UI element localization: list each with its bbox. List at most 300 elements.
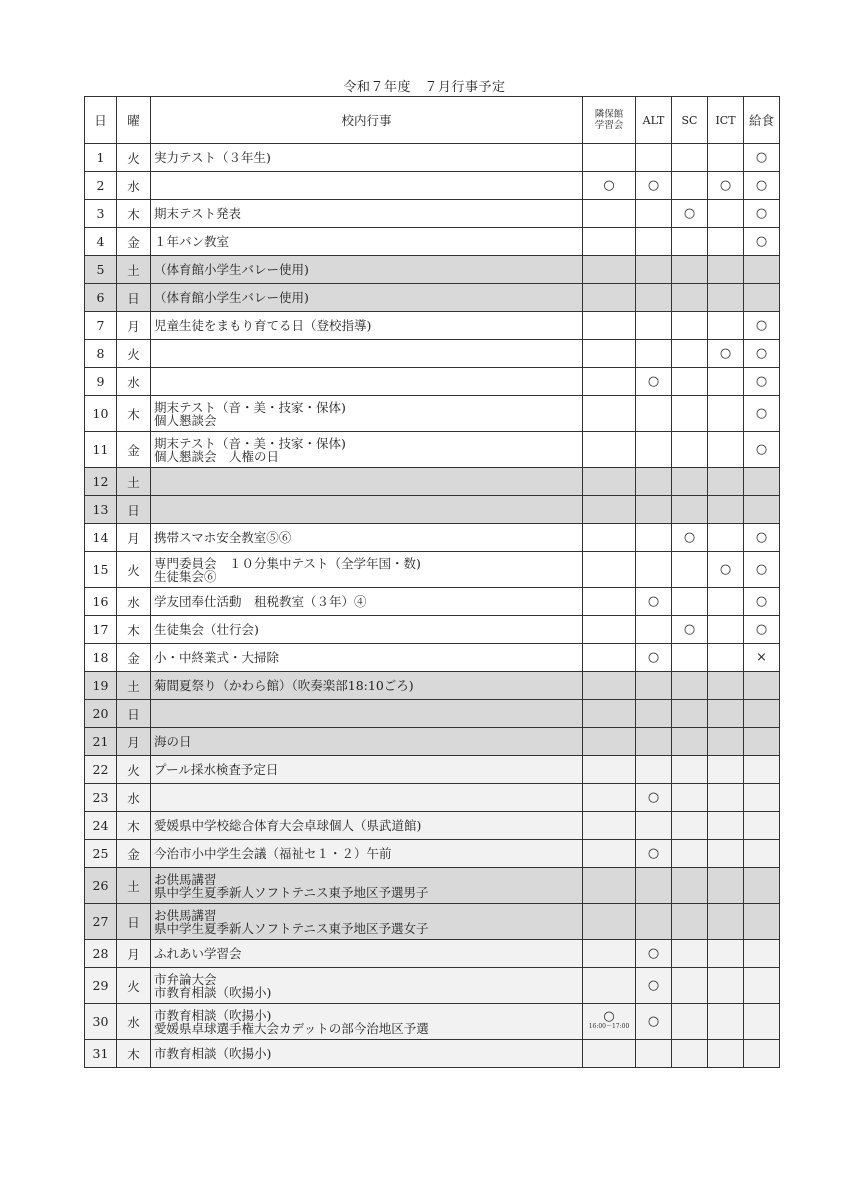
sc-cell [672,784,708,812]
alt-cell [636,200,672,228]
sc-cell [672,672,708,700]
study-cell [583,200,636,228]
weekday-cell: 土 [117,672,151,700]
alt-cell [636,144,672,172]
ict-cell [708,616,744,644]
day-cell: 4 [85,228,117,256]
day-cell: 6 [85,284,117,312]
lunch-cell: ○ [744,144,780,172]
events-cell [151,968,583,1004]
ict-cell [708,672,744,700]
events-cell [151,700,583,728]
event-line: 専門委員会 １０分集中テスト（全学年国・数) [154,555,421,571]
lunch-cell [744,672,780,700]
alt-cell: ○ [636,172,672,200]
alt-cell [636,256,672,284]
sc-cell [672,940,708,968]
table-row [85,616,780,644]
events-cell [151,812,583,840]
event-line: 個人懇談会 人権の日 [154,448,280,464]
study-cell [583,468,636,496]
events-cell [151,940,583,968]
events-cell [151,312,583,340]
event-line: 海の日 [154,734,192,749]
lunch-cell [744,868,780,904]
sc-cell [672,728,708,756]
table-row [85,496,780,524]
events-cell [151,368,583,396]
alt-cell: ○ [636,368,672,396]
sc-cell [672,588,708,616]
sc-cell [672,340,708,368]
lunch-none-slash [744,756,780,784]
sc-cell [672,1004,708,1040]
lunch-none-slash [744,840,780,868]
event-line: 県中学生夏季新人ソフトテニス東予地区予選男子 [154,884,429,900]
events-cell [151,396,583,432]
ict-cell [708,1040,744,1068]
ict-cell [708,644,744,672]
table-row [85,256,780,284]
events-cell [151,228,583,256]
event-line: 小・中終業式・大掃除 [154,650,280,665]
table-row [85,228,780,256]
event-line: 市教育相談（吹揚小) [154,1007,272,1023]
weekday-cell: 土 [117,468,151,496]
day-cell: 23 [85,784,117,812]
alt-cell [636,812,672,840]
alt-cell [636,552,672,588]
study-cell [583,616,636,644]
weekday-cell: 木 [117,812,151,840]
study-cell [583,368,636,396]
day-cell: 17 [85,616,117,644]
weekday-cell: 金 [117,644,151,672]
study-mark: ○ [603,1008,615,1024]
lunch-cell [744,728,780,756]
lunch-none-slash [744,784,780,812]
alt-cell [636,432,672,468]
event-line: 児童生徒をまもり育てる日（登校指導) [154,318,372,333]
event-line: 県中学生夏季新人ソフトテニス東予地区予選女子 [154,920,429,936]
day-cell: 19 [85,672,117,700]
lunch-cell [744,468,780,496]
weekday-cell: 火 [117,756,151,784]
events-cell [151,284,583,312]
alt-cell: ○ [636,968,672,1004]
event-line: 実力テスト（３年生) [154,150,271,165]
events-cell [151,200,583,228]
alt-cell [636,756,672,784]
event-line: 市教育相談（吹揚小) [154,984,272,1000]
weekday-cell: 金 [117,840,151,868]
table-row [85,784,780,812]
study-cell [583,312,636,340]
event-line: お供馬講習 [154,907,217,923]
weekday-cell: 火 [117,340,151,368]
events-cell [151,340,583,368]
alt-cell: ○ [636,840,672,868]
ict-cell [708,312,744,340]
alt-cell: ○ [636,644,672,672]
events-cell [151,1040,583,1068]
study-cell [583,496,636,524]
study-cell [583,700,636,728]
events-cell [151,588,583,616]
event-line: 今治市小中学生会議（福祉セ１・２）午前 [154,846,392,861]
lunch-none-slash [744,1040,780,1068]
study-cell [583,968,636,1004]
day-cell: 8 [85,340,117,368]
event-line: （体育館小学生バレー使用) [154,290,309,305]
study-cell [583,396,636,432]
lunch-cell: ○ [744,228,780,256]
sc-cell: ○ [672,524,708,552]
table-row [85,340,780,368]
event-line: 市弁論大会 [154,971,217,987]
table-row [85,1004,780,1040]
table-row [85,672,780,700]
day-cell: 7 [85,312,117,340]
study-cell [583,644,636,672]
sc-cell [672,468,708,496]
table-row [85,868,780,904]
events-cell [151,784,583,812]
study-cell [583,868,636,904]
day-cell: 29 [85,968,117,1004]
weekday-cell: 日 [117,700,151,728]
day-cell: 9 [85,368,117,396]
day-cell: 30 [85,1004,117,1040]
lunch-cell [744,496,780,524]
header-lunch: 給食 [744,97,780,144]
event-line: 期末テスト（音・美・技家・保体) [154,435,346,451]
alt-cell [636,672,672,700]
alt-cell [636,396,672,432]
events-cell [151,644,583,672]
day-cell: 11 [85,432,117,468]
sc-cell [672,172,708,200]
weekday-cell: 火 [117,968,151,1004]
header-alt: ALT [636,97,672,144]
study-cell [583,256,636,284]
sc-cell [672,284,708,312]
study-cell [583,672,636,700]
lunch-cell: ○ [744,172,780,200]
lunch-cell: ○ [744,312,780,340]
header-study: 隣保館 学習会 [583,97,636,144]
event-line: 愛媛県中学校総合体育大会卓球個人（県武道館) [154,818,422,833]
lunch-cell: ○ [744,368,780,396]
alt-cell [636,284,672,312]
sc-cell [672,496,708,524]
lunch-cell: ○ [744,588,780,616]
alt-cell: ○ [636,784,672,812]
alt-cell [636,700,672,728]
day-cell: 13 [85,496,117,524]
study-cell [583,840,636,868]
ict-cell [708,1004,744,1040]
lunch-cell [744,700,780,728]
table-row [85,756,780,784]
study-cell [583,1004,636,1040]
lunch-cell: ○ [744,340,780,368]
lunch-cell: ○ [744,524,780,552]
lunch-cell: ○ [744,200,780,228]
ict-cell [708,496,744,524]
events-cell [151,256,583,284]
events-cell [151,552,583,588]
study-cell [583,588,636,616]
sc-cell [672,432,708,468]
ict-cell [708,812,744,840]
study-cell [583,904,636,940]
event-line: 個人懇談会 [154,412,217,428]
weekday-cell: 金 [117,432,151,468]
event-line: 携帯スマホ安全教室⑤⑥ [154,530,292,545]
sc-cell [672,904,708,940]
table-row [85,284,780,312]
ict-cell [708,588,744,616]
table-row [85,940,780,968]
ict-cell [708,228,744,256]
event-line: 生徒集会（壮行会) [154,622,259,637]
ict-cell [708,940,744,968]
events-cell [151,496,583,524]
event-line: １年パン教室 [154,234,230,249]
lunch-cell [744,904,780,940]
study-cell [583,340,636,368]
events-cell [151,1004,583,1040]
ict-cell [708,968,744,1004]
ict-cell [708,144,744,172]
table-row [85,644,780,672]
day-cell: 21 [85,728,117,756]
table-row [85,840,780,868]
alt-cell: ○ [636,1004,672,1040]
table-row [85,396,780,432]
study-cell [583,228,636,256]
header-weekday: 曜 [117,97,151,144]
sc-cell [672,256,708,284]
sc-cell [672,868,708,904]
table-row [85,368,780,396]
table-row [85,728,780,756]
event-line: 愛媛県卓球選手権大会カデットの部今治地区予選 [154,1020,429,1036]
events-cell [151,616,583,644]
day-cell: 22 [85,756,117,784]
lunch-cell: ○ [744,396,780,432]
study-cell [583,432,636,468]
events-cell [151,840,583,868]
ict-cell [708,904,744,940]
sc-cell [672,840,708,868]
ict-cell: ○ [708,340,744,368]
lunch-none-slash [744,968,780,1004]
table-row [85,1040,780,1068]
day-cell: 2 [85,172,117,200]
events-cell [151,524,583,552]
weekday-cell: 水 [117,1004,151,1040]
sc-cell [672,368,708,396]
ict-cell [708,396,744,432]
study-cell [583,524,636,552]
weekday-cell: 水 [117,588,151,616]
day-cell: 10 [85,396,117,432]
weekday-cell: 土 [117,256,151,284]
table-row [85,968,780,1004]
ict-cell [708,700,744,728]
ict-cell [708,200,744,228]
day-cell: 28 [85,940,117,968]
table-row [85,432,780,468]
ict-cell [708,524,744,552]
events-cell [151,144,583,172]
alt-cell [636,868,672,904]
sc-cell [672,812,708,840]
header-day: 日 [85,97,117,144]
table-row [85,904,780,940]
study-mark: ○ [603,177,615,193]
header-events: 校内行事 [151,97,583,144]
sc-cell [672,756,708,784]
events-cell [151,432,583,468]
sc-cell: ○ [672,200,708,228]
event-line: お供馬講習 [154,871,217,887]
event-line: 学友団奉仕活動 租税教室（３年）④ [154,594,367,609]
ict-cell [708,468,744,496]
study-cell [583,284,636,312]
table-row [85,552,780,588]
events-cell [151,904,583,940]
schedule-body [85,144,780,1068]
study-cell [583,812,636,840]
sc-cell [672,312,708,340]
events-cell [151,468,583,496]
header-sc: SC [672,97,708,144]
event-line: 市教育相談（吹揚小) [154,1046,272,1061]
day-cell: 12 [85,468,117,496]
study-cell [583,728,636,756]
table-row [85,172,780,200]
sc-cell [672,228,708,256]
header-ict: ICT [708,97,744,144]
ict-cell [708,284,744,312]
alt-cell [636,496,672,524]
ict-cell: ○ [708,172,744,200]
sc-cell [672,1040,708,1068]
weekday-cell: 土 [117,868,151,904]
day-cell: 3 [85,200,117,228]
lunch-cell: ○ [744,432,780,468]
sc-cell [672,396,708,432]
sc-cell: ○ [672,616,708,644]
event-line: 菊間夏祭り（かわら館）（吹奏楽部18:10ごろ) [154,678,414,693]
sc-cell [672,968,708,1004]
day-cell: 1 [85,144,117,172]
day-cell: 24 [85,812,117,840]
day-cell: 26 [85,868,117,904]
event-line: 生徒集会⑥ [154,568,217,584]
page-title: 令和７年度 ７月行事予定 [343,80,506,95]
weekday-cell: 水 [117,172,151,200]
table-row [85,200,780,228]
table-row [85,700,780,728]
alt-cell: ○ [636,588,672,616]
day-cell: 5 [85,256,117,284]
day-cell: 15 [85,552,117,588]
ict-cell: ○ [708,552,744,588]
day-cell: 14 [85,524,117,552]
weekday-cell: 月 [117,312,151,340]
event-line: ふれあい学習会 [154,946,242,961]
alt-cell [636,468,672,496]
weekday-cell: 日 [117,284,151,312]
table-row [85,588,780,616]
study-time-note: 16:00～17:00 [588,1022,630,1030]
weekday-cell: 火 [117,552,151,588]
day-cell: 25 [85,840,117,868]
study-cell [583,144,636,172]
study-cell [583,172,636,200]
lunch-cell: ○ [744,552,780,588]
ict-cell [708,868,744,904]
lunch-cell [744,256,780,284]
study-cell [583,1040,636,1068]
day-cell: 16 [85,588,117,616]
ict-cell [708,784,744,812]
alt-cell [636,728,672,756]
study-cell [583,784,636,812]
sc-cell [672,644,708,672]
event-line: （体育館小学生バレー使用) [154,262,309,277]
alt-cell [636,904,672,940]
weekday-cell: 水 [117,368,151,396]
sc-cell [672,552,708,588]
study-cell [583,940,636,968]
ict-cell [708,432,744,468]
ict-cell [708,840,744,868]
sc-cell [672,700,708,728]
weekday-cell: 木 [117,616,151,644]
table-row [85,468,780,496]
event-line: 期末テスト（音・美・技家・保体) [154,399,346,415]
weekday-cell: 火 [117,144,151,172]
weekday-cell: 金 [117,228,151,256]
weekday-cell: 木 [117,200,151,228]
weekday-cell: 日 [117,904,151,940]
alt-cell [636,1040,672,1068]
day-cell: 31 [85,1040,117,1068]
weekday-cell: 月 [117,940,151,968]
weekday-cell: 木 [117,396,151,432]
alt-cell [636,312,672,340]
alt-cell [636,616,672,644]
table-row [85,524,780,552]
weekday-cell: 日 [117,496,151,524]
lunch-none-slash [744,940,780,968]
table-row [85,312,780,340]
lunch-none-slash [744,812,780,840]
lunch-cell: ○ [744,616,780,644]
weekday-cell: 水 [117,784,151,812]
ict-cell [708,256,744,284]
weekday-cell: 月 [117,728,151,756]
lunch-cell: × [744,644,780,672]
event-line: プール採水検査予定日 [154,762,279,777]
lunch-cell [744,284,780,312]
alt-cell [636,524,672,552]
